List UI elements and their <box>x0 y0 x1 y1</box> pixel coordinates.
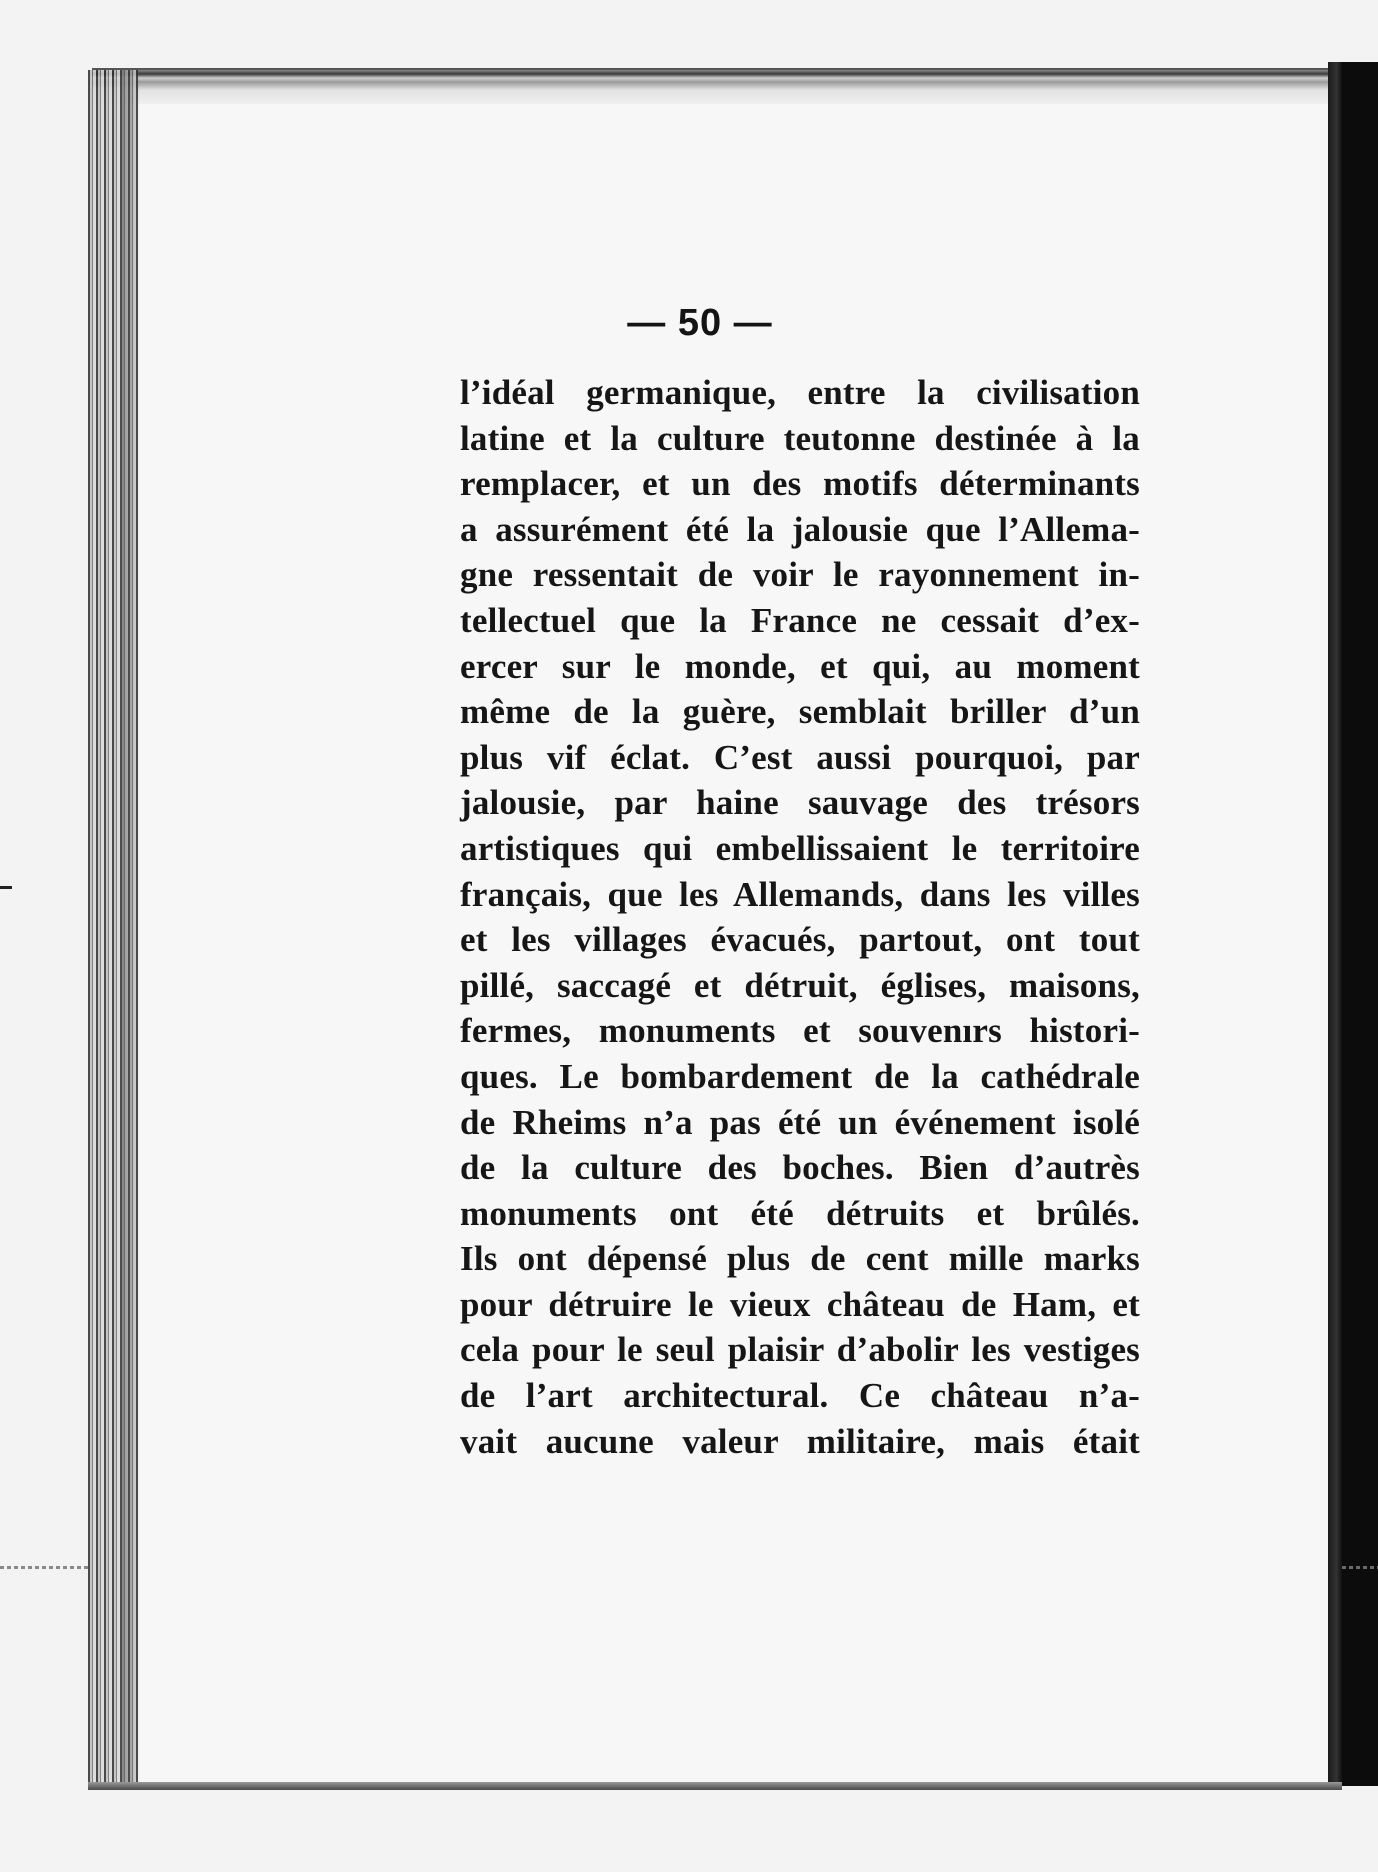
text-line: remplacer, et un des motifs déterminants <box>460 464 1140 504</box>
text-line: vait aucune valeur militaire, mais était <box>460 1421 1140 1461</box>
text-line: de la culture des boches. Bien d’autrès <box>460 1148 1140 1188</box>
page-top-edge <box>92 68 1328 104</box>
text-line: de Rheims n’a pas été un événement isolé <box>460 1102 1140 1142</box>
page-edge-shadow <box>120 70 140 1785</box>
text-line: gne ressentait de voir le rayonnement in- <box>460 555 1140 595</box>
text-line: tellectuel que la France ne cessait d’ex- <box>460 600 1140 640</box>
text-line: pour détruire le vieux château de Ham, et <box>460 1284 1140 1324</box>
page-edge-right <box>1328 62 1342 1786</box>
text-line: de l’art architectural. Ce château n’a- <box>460 1376 1140 1416</box>
scan-mark-left <box>0 886 12 889</box>
scan-mark-dashed-right <box>1342 1566 1378 1569</box>
text-line: artistiques qui embellissaient le territoire <box>460 828 1140 868</box>
text-line: même de la guère, semblait briller d’un <box>460 692 1140 732</box>
text-line: cela pour le seul plaisir d’abolir les vestiges <box>460 1330 1140 1370</box>
page-number: — 50 — <box>627 302 773 344</box>
text-line: jalousie, par haine sauvage des trésors <box>460 783 1140 823</box>
text-line: plus vif éclat. C’est aussi pourquoi, par <box>460 737 1140 777</box>
body-text <box>460 370 1140 1464</box>
scan-mark-dashed-left <box>0 1566 88 1569</box>
text-line: et les villages évacués, partout, ont tout <box>460 920 1140 960</box>
text-line: français, que les Allemands, dans les villes <box>460 874 1140 914</box>
text-line: l’idéal germanique, entre la civilisation <box>460 373 1140 412</box>
text-line: pillé, saccagé et détruit, églises, maisons, <box>460 965 1140 1005</box>
text-line: monuments ont été détruits et brûlés. <box>460 1193 1140 1233</box>
text-line: a assurément été la jalousie que l’Allema- <box>460 509 1140 549</box>
text-line: Ils ont dépensé plus de cent mille marks <box>460 1239 1140 1279</box>
text-line: fermes, monuments et souvenırs histori- <box>460 1011 1140 1051</box>
text-line: ercer sur le monde, et qui, au moment <box>460 646 1140 686</box>
page-bottom-edge <box>88 1782 1342 1790</box>
scan-border-right <box>1342 62 1378 1786</box>
text-line: ques. Le bombardement de la cathédrale <box>460 1056 1140 1096</box>
text-line: latine et la culture teutonne destinée à la <box>460 418 1140 458</box>
